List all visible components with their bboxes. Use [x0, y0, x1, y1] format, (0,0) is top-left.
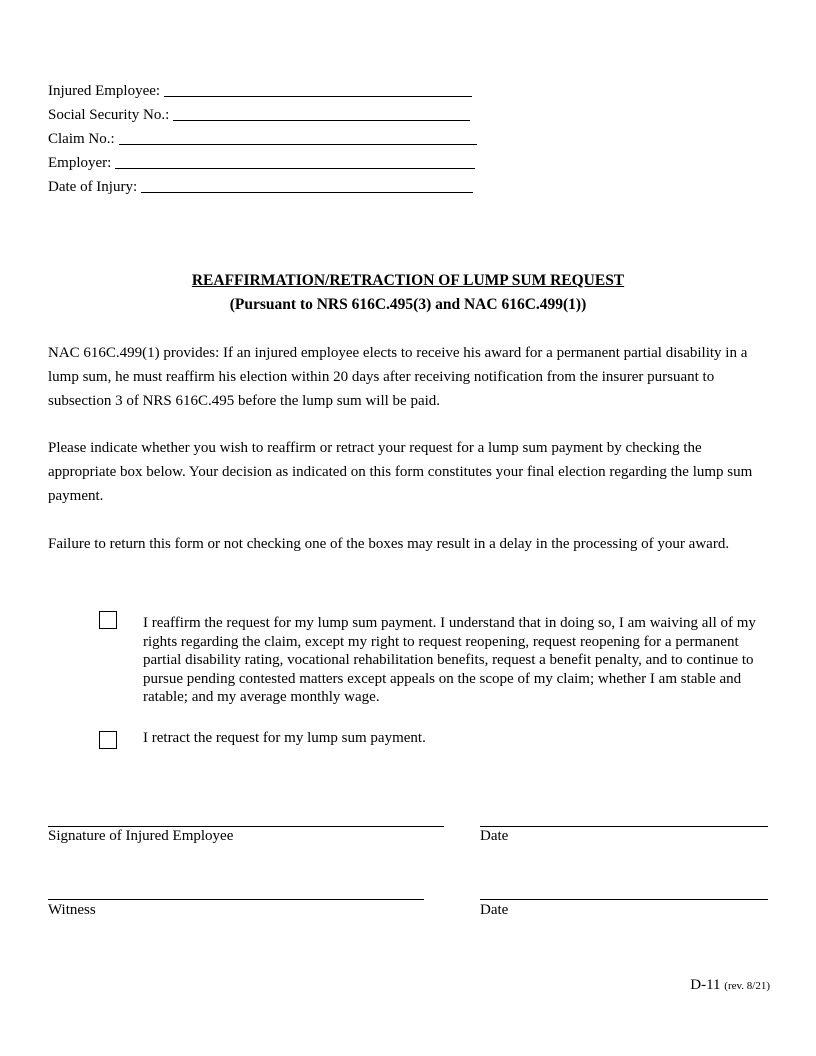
claim-no-field: [48, 128, 477, 148]
employee-date-label: Date: [480, 828, 509, 844]
reaffirm-option-text: I reaffirm the request for my lump sum payment. I understand that in doing so, I am waiving all of my rights regarding the claim, except my right to request reopening, request reopening for a permanent partial disability rating, vocational rehabilitation benefits, request a benefit penalty, and to continue to pursue pending contested matters except appeals on the scope of my claim; whether I am stable and ratable; and my average monthly wage.: [143, 615, 756, 705]
employee-signature-label: Signature of Injured Employee: [48, 828, 234, 844]
injured-employee-label: Injured Employee:: [48, 83, 161, 99]
failure-notice-paragraph: Failure to return this form or not checking one of the boxes may result in a delay in the processing of your award.: [48, 536, 730, 552]
retract-option-text: I retract the request for my lump sum payment.: [143, 730, 426, 746]
form-identifier: [690, 977, 770, 994]
claim-no-label: Claim No.:: [48, 131, 115, 147]
injured-employee-field: [48, 80, 472, 100]
employer-input-line[interactable]: [115, 168, 475, 169]
employee-date-line[interactable]: [480, 826, 768, 827]
form-title: REAFFIRMATION/RETRACTION OF LUMP SUM REQUEST: [191, 272, 625, 289]
ssn-field: [48, 104, 470, 124]
ssn-label: Social Security No.:: [48, 107, 170, 123]
employee-signature-line[interactable]: [48, 826, 444, 827]
employer-field: [48, 152, 475, 172]
injured-employee-input-line[interactable]: [164, 96, 472, 97]
date-of-injury-label: Date of Injury:: [48, 179, 138, 195]
date-of-injury-field: [48, 176, 473, 196]
witness-date-label: Date: [480, 902, 509, 918]
witness-date-line[interactable]: [480, 899, 768, 900]
witness-label: Witness: [48, 902, 96, 918]
date-of-injury-input-line[interactable]: [141, 192, 473, 193]
claim-no-input-line[interactable]: [119, 144, 477, 145]
form-number: D-11: [690, 977, 721, 993]
nac-provision-paragraph: NAC 616C.499(1) provides: If an injured employee elects to receive his award for a permanent partial disability in a lump sum, he must reaffirm his election within 20 days after receiving notification from the insurer pursuant to subsection 3 of NRS 616C.495 before the lump sum will be paid.: [48, 345, 748, 409]
witness-signature-line[interactable]: [48, 899, 424, 900]
instructions-paragraph: Please indicate whether you wish to reaffirm or retract your request for a lump sum payment by checking the appropriate box below. Your decision as indicated on this form constitutes your final election regarding the lump sum payment.: [48, 440, 753, 504]
employer-label: Employer:: [48, 155, 112, 171]
form-subtitle: (Pursuant to NRS 616C.495(3) and NAC 616C.499(1)): [229, 296, 587, 313]
ssn-input-line[interactable]: [173, 120, 470, 121]
retract-checkbox[interactable]: [99, 731, 117, 749]
form-revision: (rev. 8/21): [724, 980, 770, 992]
reaffirm-checkbox[interactable]: [99, 611, 117, 629]
